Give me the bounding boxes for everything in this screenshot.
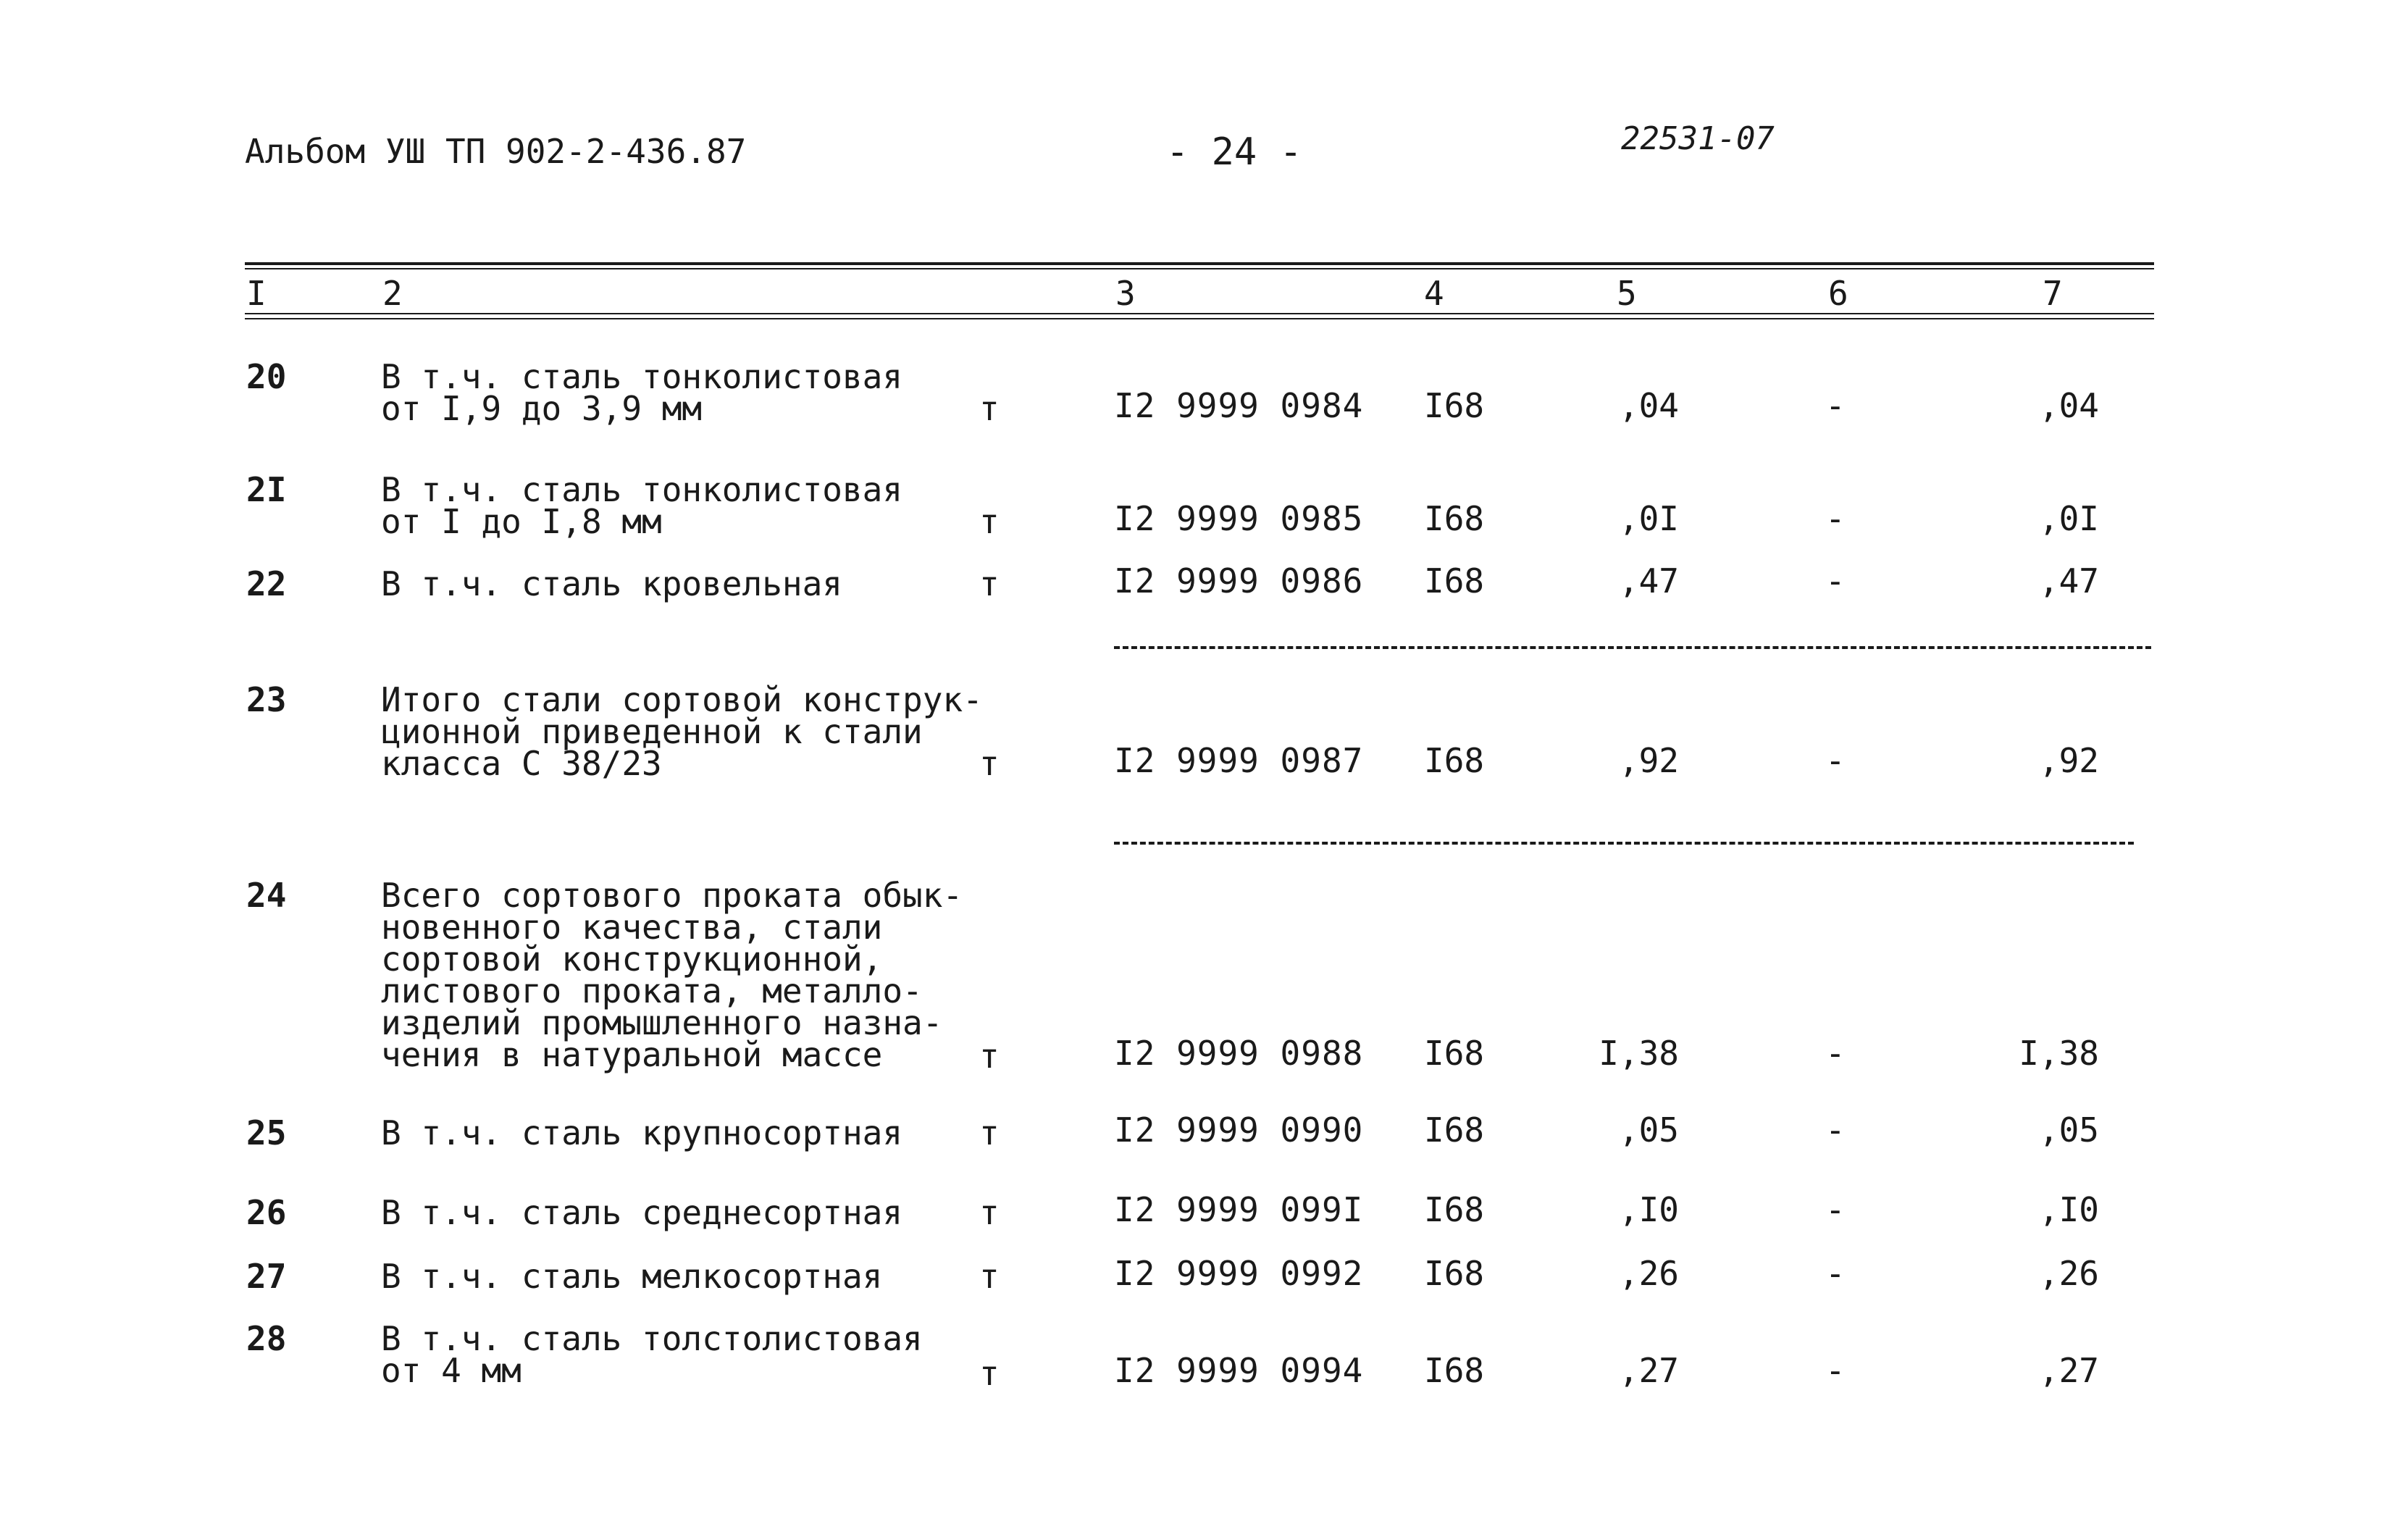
column-number-2: 2 (382, 274, 403, 313)
row-name-line: В т.ч. сталь мелкосортная (381, 1257, 883, 1296)
row-name-line: листового проката, металло- (381, 971, 923, 1010)
row-unit: т (979, 1193, 1000, 1232)
row-name-line: В т.ч. сталь толстолистовая (381, 1319, 923, 1358)
column-number-6: 6 (1828, 274, 1848, 313)
album-reference: Альбом УШ ТП 902-2-436.87 (245, 132, 747, 171)
row-name-line: В т.ч. сталь кровельная (381, 564, 842, 603)
row-code: I2 9999 0985 (1114, 499, 1364, 538)
row-value-6: - (1825, 499, 1846, 538)
row-value-7: ,47 (2038, 561, 2099, 600)
row-number: 23 (246, 680, 287, 719)
row-unit: т (979, 1354, 1000, 1393)
row-name-line: В т.ч. сталь тонколистовая (381, 357, 903, 396)
row-value-6: - (1825, 1190, 1846, 1229)
row-number: 27 (246, 1257, 287, 1296)
row-unit: т (979, 1037, 1000, 1076)
row-unit: т (979, 1113, 1000, 1152)
row-code: I2 9999 0988 (1114, 1034, 1364, 1073)
row-okei: I68 (1424, 1254, 1485, 1293)
row-unit: т (979, 389, 1000, 428)
row-name-line: Всего сортового проката обык- (381, 876, 963, 915)
row-value-5: ,92 (1618, 741, 1679, 780)
row-name-line: Итого стали сортовой конструк- (381, 680, 983, 719)
row-name-line: от I,9 до 3,9 мм (381, 389, 703, 428)
row-name-line: В т.ч. сталь крупносортная (381, 1113, 903, 1152)
row-code: I2 9999 099I (1114, 1190, 1364, 1229)
row-unit: т (979, 744, 1000, 783)
header-bottom-rule-thin (245, 318, 2154, 319)
row-number: 22 (246, 564, 287, 603)
row-okei: I68 (1424, 386, 1485, 425)
row-value-5: ,04 (1618, 386, 1679, 425)
row-okei: I68 (1424, 741, 1485, 780)
row-value-5: ,0I (1618, 499, 1679, 538)
row-value-7: I,38 (2019, 1034, 2099, 1073)
row-code: I2 9999 0987 (1114, 741, 1364, 780)
row-value-5: ,I0 (1618, 1190, 1679, 1229)
row-name-line: ционной приведенной к стали (381, 712, 923, 751)
row-value-6: - (1825, 1034, 1846, 1073)
page-number: - 24 - (1166, 130, 1302, 174)
row-okei: I68 (1424, 1034, 1485, 1073)
row-value-6: - (1825, 1110, 1846, 1150)
table-top-rule-thin (245, 268, 2154, 269)
row-value-6: - (1825, 386, 1846, 425)
row-okei: I68 (1424, 561, 1485, 600)
row-value-5: ,27 (1618, 1351, 1679, 1390)
total-dashed-line (1114, 842, 2134, 845)
column-number-4: 4 (1424, 274, 1444, 313)
row-value-6: - (1825, 1254, 1846, 1293)
row-number: 2I (246, 470, 287, 509)
row-value-6: - (1825, 561, 1846, 600)
row-number: 24 (246, 876, 287, 915)
row-value-7: ,I0 (2038, 1190, 2099, 1229)
row-name-line: от 4 мм (381, 1351, 521, 1390)
row-code: I2 9999 0992 (1114, 1254, 1364, 1293)
row-okei: I68 (1424, 1351, 1485, 1390)
row-code: I2 9999 0986 (1114, 561, 1364, 600)
row-number: 26 (246, 1193, 287, 1232)
row-value-7: ,26 (2038, 1254, 2099, 1293)
row-unit: т (979, 1257, 1000, 1296)
row-value-5: ,05 (1618, 1110, 1679, 1150)
row-value-6: - (1825, 741, 1846, 780)
row-name-line: новенного качества, стали (381, 908, 883, 947)
row-value-5: I,38 (1599, 1034, 1679, 1073)
row-name-line: В т.ч. сталь тонколистовая (381, 470, 903, 509)
row-name-line: чения в натуральной массе (381, 1035, 883, 1074)
header-bottom-rule (245, 313, 2154, 314)
row-okei: I68 (1424, 1190, 1485, 1229)
row-name-line: от I до I,8 мм (381, 502, 662, 541)
row-code: I2 9999 0994 (1114, 1351, 1364, 1390)
row-value-7: ,27 (2038, 1351, 2099, 1390)
row-value-7: ,92 (2038, 741, 2099, 780)
row-okei: I68 (1424, 499, 1485, 538)
row-value-5: ,26 (1618, 1254, 1679, 1293)
subtotal-dashed-line (1114, 646, 2151, 649)
row-name-line: класса С 38/23 (381, 744, 662, 783)
row-number: 25 (246, 1113, 287, 1152)
row-value-6: - (1825, 1351, 1846, 1390)
row-code: I2 9999 0990 (1114, 1110, 1364, 1150)
row-code: I2 9999 0984 (1114, 386, 1364, 425)
column-number-7: 7 (2043, 274, 2063, 313)
document-code: 22531-07 (1621, 120, 1775, 157)
table-top-rule (245, 262, 2154, 265)
row-value-7: ,0I (2038, 499, 2099, 538)
column-number-1: I (246, 274, 267, 313)
row-okei: I68 (1424, 1110, 1485, 1150)
row-name-line: В т.ч. сталь среднесортная (381, 1193, 903, 1232)
row-unit: т (979, 502, 1000, 541)
row-value-7: ,05 (2038, 1110, 2099, 1150)
row-number: 20 (246, 357, 287, 396)
column-number-5: 5 (1617, 274, 1637, 313)
column-number-3: 3 (1115, 274, 1136, 313)
row-value-7: ,04 (2038, 386, 2099, 425)
row-name-line: изделий промышленного назна- (381, 1003, 943, 1042)
row-unit: т (979, 564, 1000, 603)
row-value-5: ,47 (1618, 561, 1679, 600)
row-name-line: сортовой конструкционной, (381, 940, 883, 979)
row-number: 28 (246, 1319, 287, 1358)
